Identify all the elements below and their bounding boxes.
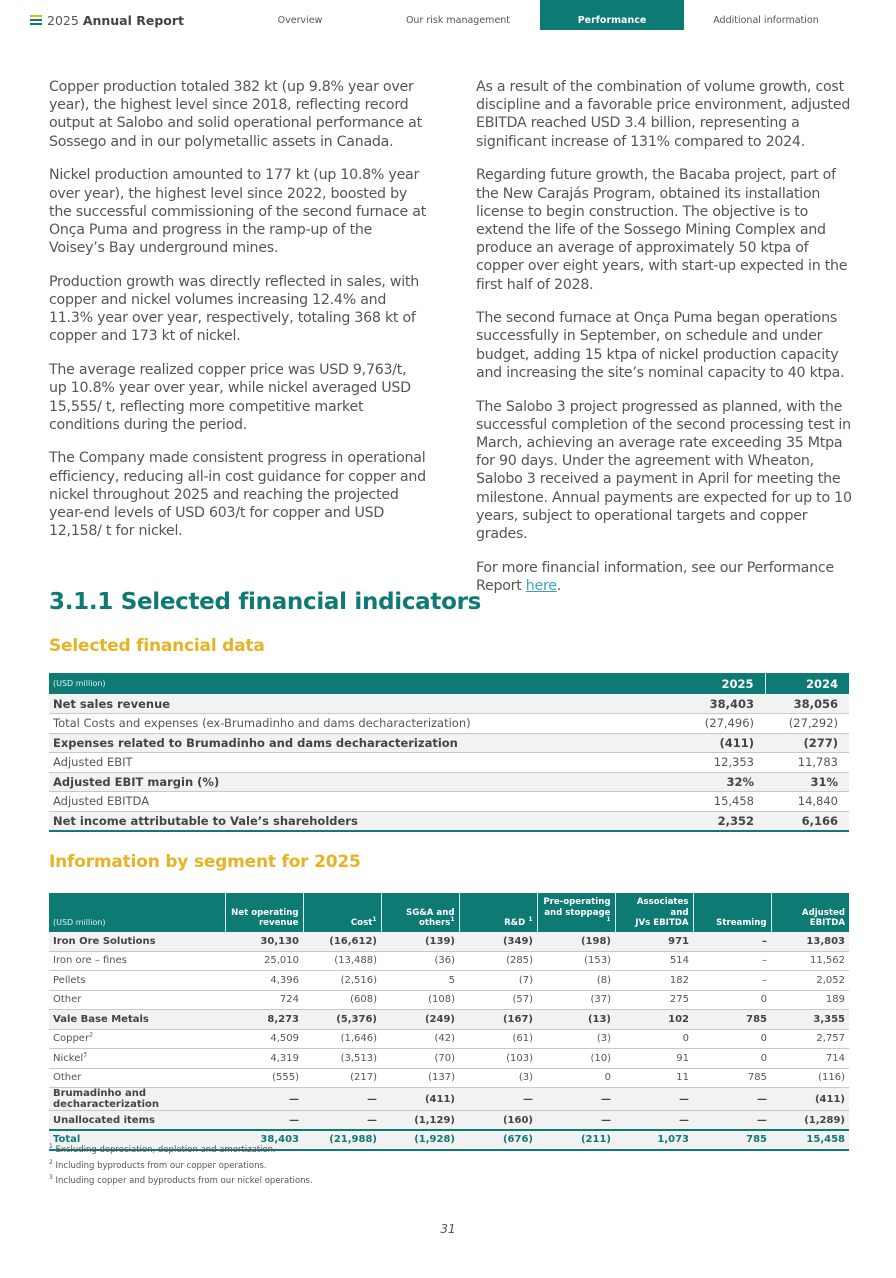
unit-label: (USD million) [49, 893, 225, 932]
column-header [459, 893, 537, 932]
row-label [49, 1010, 225, 1030]
cell-value: — [615, 1088, 693, 1111]
cell-value: — [615, 1111, 693, 1131]
page-number: 31 [440, 1222, 456, 1236]
footnotes [49, 1143, 313, 1190]
cell-value: (1,289) [771, 1111, 849, 1131]
footnote-number: 3 [49, 1174, 53, 1182]
cell-value: – [693, 932, 771, 952]
column-header-line2: revenue [258, 918, 299, 928]
row-label-text: Other [53, 994, 82, 1006]
segment-subtitle: Information by segment for 2025 [49, 852, 361, 872]
table-row [49, 1111, 849, 1131]
cell-value: 30,130 [225, 932, 303, 952]
value-2024: 11,783 [765, 753, 849, 773]
cell-value: (3) [459, 1068, 537, 1088]
cell-value: 38,403 [225, 1130, 303, 1150]
cell-value: (1,129) [381, 1111, 459, 1131]
table-row [49, 792, 849, 812]
row-label-text: Other [53, 1072, 82, 1084]
row-label-text: Total [53, 1134, 81, 1146]
cell-value: (2,516) [303, 971, 381, 991]
paragraph: The average realized copper price was USD 9,763/t, up 10.8% year over year, while nickel averaged USD 15,555/ t, reflecting more competitive market conditions during the period. [49, 362, 411, 433]
cell-value: (153) [537, 951, 615, 971]
cell-value: 971 [615, 932, 693, 952]
row-label [49, 971, 225, 991]
column-header-2025: 2025 [681, 673, 765, 694]
row-label-text: Iron ore – fines [53, 955, 127, 967]
cell-value: (16,612) [303, 932, 381, 952]
table-row [49, 1010, 849, 1030]
cell-value: (61) [459, 1029, 537, 1049]
cell-value: (70) [381, 1049, 459, 1069]
row-label-text: Copper [53, 1033, 90, 1045]
cell-value: – [693, 971, 771, 991]
table-row [49, 1068, 849, 1088]
cell-value: (13,488) [303, 951, 381, 971]
column-header-line1: Net operating [231, 907, 299, 918]
table-row [49, 932, 849, 952]
row-label [49, 1068, 225, 1088]
value-2025: (27,496) [681, 714, 765, 734]
value-2024: 38,056 [765, 694, 849, 714]
table-row [49, 1049, 849, 1069]
footnote-marker: 1 [450, 916, 455, 924]
value-2024: (277) [765, 733, 849, 753]
cell-value: (7) [459, 971, 537, 991]
column-header-line1: Adjusted [801, 907, 845, 918]
cell-value: (167) [459, 1010, 537, 1030]
cell-value: 25,010 [225, 951, 303, 971]
row-label: Adjusted EBITDA [49, 792, 681, 812]
column-header-line2: and stoppage [544, 907, 611, 918]
row-label-text: Iron Ore Solutions [53, 935, 156, 947]
cell-value: (411) [771, 1088, 849, 1111]
table-header-row [49, 893, 849, 932]
table-header-row [49, 673, 849, 694]
cell-value: (3,513) [303, 1049, 381, 1069]
cell-value: 4,319 [225, 1049, 303, 1069]
row-label: Adjusted EBIT [49, 753, 681, 773]
cell-value: 182 [615, 971, 693, 991]
cell-value: 4,396 [225, 971, 303, 991]
tab-risk-management[interactable]: Our risk management [405, 15, 511, 26]
cell-value: (21,988) [303, 1130, 381, 1150]
paragraph: Nickel production amounted to 177 kt (up 10.8% year over year), the highest level since 2022, boosted by the successful commissioning of the second furnace at Onça Puma and progress in the ramp-up of the Voisey’s Bay underground mines. [49, 167, 427, 257]
footnote [49, 1159, 313, 1175]
cell-value: 11,562 [771, 951, 849, 971]
paragraph: The Company made consistent progress in operational efficiency, reducing all-in cost guidance for copper and nickel throughout 2025 and reaching the projected year-end levels of USD 603/t for copper and USD 12,158/ t for nickel. [49, 450, 426, 540]
value-2025: 32% [681, 772, 765, 792]
paragraph: Production growth was directly reflected in sales, with copper and nickel volumes increasing 12.4% and 11.3% year over year, respectively, totaling 368 kt of copper and 173 kt of nickel. [49, 273, 419, 345]
value-2024: 14,840 [765, 792, 849, 812]
row-label [49, 1049, 225, 1069]
cell-value: (217) [303, 1068, 381, 1088]
segment-information-table [49, 893, 849, 1151]
cell-value: 15,458 [771, 1130, 849, 1150]
unit-label: (USD million) [49, 673, 681, 694]
footnote-marker: 2 [89, 1031, 93, 1039]
paragraph: The Salobo 3 project progressed as planned, with the successful completion of the second processing test in March, achieving an average rate exceeding 35 Mtpa for 90 days. Under the agreement with Wheaton, Salobo 3 received a payment in April for meeting the milestone. Annual payments are expected for up to 10 years, subject to operational targets and copper grades. [476, 398, 852, 542]
cell-value: 11 [615, 1068, 693, 1088]
paragraph: As a result of the combination of volume growth, cost discipline and a favorable price environment, adjusted EBITDA reached USD 3.4 billion, representing a significant increase of 131% compared to 2024. [476, 79, 851, 150]
cell-value: 514 [615, 951, 693, 971]
paragraph: Copper production totaled 382 kt (up 9.8% year over year), the highest level since 2018, reflecting record output at Salobo and solid operational performance at Sossego and in our polymetallic assets in Canada. [49, 79, 422, 150]
row-label [49, 951, 225, 971]
row-label-text: Unallocated items [53, 1114, 155, 1126]
cell-value: — [303, 1088, 381, 1111]
footnote [49, 1143, 313, 1159]
footnote-text: Including byproducts from our copper operations. [55, 1160, 267, 1171]
section-title: 3.1.1 Selected financial indicators [49, 589, 482, 615]
cell-value: (139) [381, 932, 459, 952]
table-row [49, 753, 849, 773]
cell-value: (57) [459, 990, 537, 1010]
row-label-text: Nickel [53, 1052, 84, 1064]
cell-value: (5,376) [303, 1010, 381, 1030]
cell-value: (676) [459, 1130, 537, 1150]
cell-value: (198) [537, 932, 615, 952]
value-2025: 15,458 [681, 792, 765, 812]
cell-value: 785 [693, 1130, 771, 1150]
table-row [49, 714, 849, 734]
column-header-2024: 2024 [765, 673, 849, 694]
footnote-marker: 1 [372, 916, 377, 924]
paragraph: Regarding future growth, the Bacaba project, part of the New Carajás Program, obtained its installation license to begin construction. The objective is to extend the life of the Sossego Mining Complex and produce an average of approximately 50 ktpa of copper over eight years, with start-up expected in the first half of 2028. [476, 167, 848, 293]
cell-value: 8,273 [225, 1010, 303, 1030]
row-label: Adjusted EBIT margin (%) [49, 772, 681, 792]
tab-additional-information[interactable]: Additional information [713, 15, 819, 26]
column-header-line1: SG&A and [406, 907, 455, 918]
footnote-marker: 3 [83, 1051, 87, 1059]
cell-value: 0 [693, 1029, 771, 1049]
cell-value: 724 [225, 990, 303, 1010]
column-header-line2: Cost [350, 918, 373, 928]
table-row [49, 971, 849, 991]
selected-financial-data-table [49, 673, 849, 832]
cell-value: (1,928) [381, 1130, 459, 1150]
cell-value: (116) [771, 1068, 849, 1088]
row-label [49, 932, 225, 952]
value-2024: (27,292) [765, 714, 849, 734]
tab-overview[interactable]: Overview [277, 15, 323, 26]
cell-value: — [693, 1088, 771, 1111]
row-label-text: Pellets [53, 974, 86, 986]
cell-value: (108) [381, 990, 459, 1010]
cell-value: (249) [381, 1010, 459, 1030]
cell-value: 0 [615, 1029, 693, 1049]
cell-value: 714 [771, 1049, 849, 1069]
footnote-text: Excluding depreciation, depletion and amortization. [55, 1145, 276, 1155]
cell-value: (608) [303, 990, 381, 1010]
cell-value: (13) [537, 1010, 615, 1030]
cell-value: 4,509 [225, 1029, 303, 1049]
column-header [537, 893, 615, 932]
column-header [381, 893, 459, 932]
row-label [49, 1029, 225, 1049]
financial-data-subtitle: Selected financial data [49, 636, 265, 656]
column-header [771, 893, 849, 932]
cell-value: 1,073 [615, 1130, 693, 1150]
cell-value: (555) [225, 1068, 303, 1088]
value-2025: 12,353 [681, 753, 765, 773]
value-2024: 31% [765, 772, 849, 792]
column-header [615, 893, 693, 932]
row-label [49, 1111, 225, 1131]
cell-value: 785 [693, 1068, 771, 1088]
value-2025: 2,352 [681, 811, 765, 831]
cell-value: (36) [381, 951, 459, 971]
cell-value: (8) [537, 971, 615, 991]
column-header-line2: JVs EBITDA [635, 918, 689, 928]
row-label [49, 990, 225, 1010]
footnote-number: 2 [49, 1158, 53, 1166]
table-row [49, 951, 849, 971]
body-column-left [49, 78, 427, 556]
cell-value: 0 [693, 990, 771, 1010]
cell-value: (10) [537, 1049, 615, 1069]
cell-value: (1,646) [303, 1029, 381, 1049]
footnote-number: 1 [49, 1143, 53, 1151]
cell-value: 102 [615, 1010, 693, 1030]
cell-value: 2,052 [771, 971, 849, 991]
cell-value: 785 [693, 1010, 771, 1030]
table-row [49, 990, 849, 1010]
table-row [49, 772, 849, 792]
cell-value: — [303, 1111, 381, 1131]
column-header-line2: Streaming [716, 918, 767, 928]
column-header-line2: R&D [504, 918, 529, 928]
cell-value: — [225, 1111, 303, 1131]
cell-value: (349) [459, 932, 537, 952]
cell-value: 0 [693, 1049, 771, 1069]
section-tabs [220, 0, 844, 30]
column-header [693, 893, 771, 932]
more-info-paragraph [476, 559, 854, 595]
cell-value: (160) [459, 1111, 537, 1131]
column-header-line2: others [419, 918, 451, 928]
footnote-marker: 1 [606, 916, 611, 924]
cell-value: 13,803 [771, 932, 849, 952]
cell-value: — [459, 1088, 537, 1111]
column-header-line1: Pre-operating [543, 897, 611, 907]
cell-value: — [693, 1111, 771, 1131]
paragraph: The second furnace at Onça Puma began operations successfully in September, on schedule and under budget, adding 15 ktpa of nickel production capacity and increasing the site’s nominal capacity to 40 ktpa. [476, 310, 845, 381]
more-info-text: For more financial information, see our Performance Report [476, 559, 834, 594]
row-label-text: Brumadinho and decharacterization [53, 1088, 160, 1110]
cell-value: 3,355 [771, 1010, 849, 1030]
footnote-text: Including copper and byproducts from our nickel operations. [55, 1176, 313, 1186]
cell-value: (3) [537, 1029, 615, 1049]
column-header [303, 893, 381, 932]
cell-value: – [693, 951, 771, 971]
cell-value: 189 [771, 990, 849, 1010]
tab-performance[interactable]: Performance [540, 0, 684, 30]
table-row [49, 733, 849, 753]
cell-value: 2,757 [771, 1029, 849, 1049]
cell-value: — [537, 1088, 615, 1111]
cell-value: (137) [381, 1068, 459, 1088]
value-2025: 38,403 [681, 694, 765, 714]
row-label: Net sales revenue [49, 694, 681, 714]
column-header [225, 893, 303, 932]
row-label-text: Vale Base Metals [53, 1013, 149, 1025]
table-row [49, 1029, 849, 1049]
table-row [49, 694, 849, 714]
cell-value: (103) [459, 1049, 537, 1069]
row-label: Expenses related to Brumadinho and dams decharacterization [49, 733, 681, 753]
value-2025: (411) [681, 733, 765, 753]
table-row [49, 811, 849, 831]
performance-report-link[interactable]: here [525, 577, 557, 594]
report-year: 2025 [47, 12, 79, 28]
row-label: Total Costs and expenses (ex-Brumadinho and dams decharacterization) [49, 714, 681, 734]
cell-value: — [537, 1111, 615, 1131]
top-navigation-bar [0, 0, 896, 40]
cell-value: (42) [381, 1029, 459, 1049]
cell-value: 91 [615, 1049, 693, 1069]
cell-value: 275 [615, 990, 693, 1010]
cell-value: 0 [537, 1068, 615, 1088]
cell-value: — [225, 1088, 303, 1111]
more-info-suffix: . [556, 577, 562, 594]
footnote [49, 1174, 313, 1190]
table-row [49, 1088, 849, 1111]
value-2024: 6,166 [765, 811, 849, 831]
cell-value: (411) [381, 1088, 459, 1111]
cell-value: (37) [537, 990, 615, 1010]
report-title: Annual Report [82, 12, 185, 28]
report-brand[interactable] [30, 10, 184, 30]
footnote-marker: 1 [528, 916, 533, 924]
column-header-line2: EBITDA [809, 918, 845, 928]
menu-icon[interactable] [30, 15, 42, 25]
row-label [49, 1088, 225, 1111]
body-column-right [476, 78, 854, 611]
row-label: Net income attributable to Vale’s shareholders [49, 811, 681, 831]
cell-value: (285) [459, 951, 537, 971]
cell-value: 5 [381, 971, 459, 991]
column-header-line1: Associates and [636, 897, 689, 918]
cell-value: (211) [537, 1130, 615, 1150]
